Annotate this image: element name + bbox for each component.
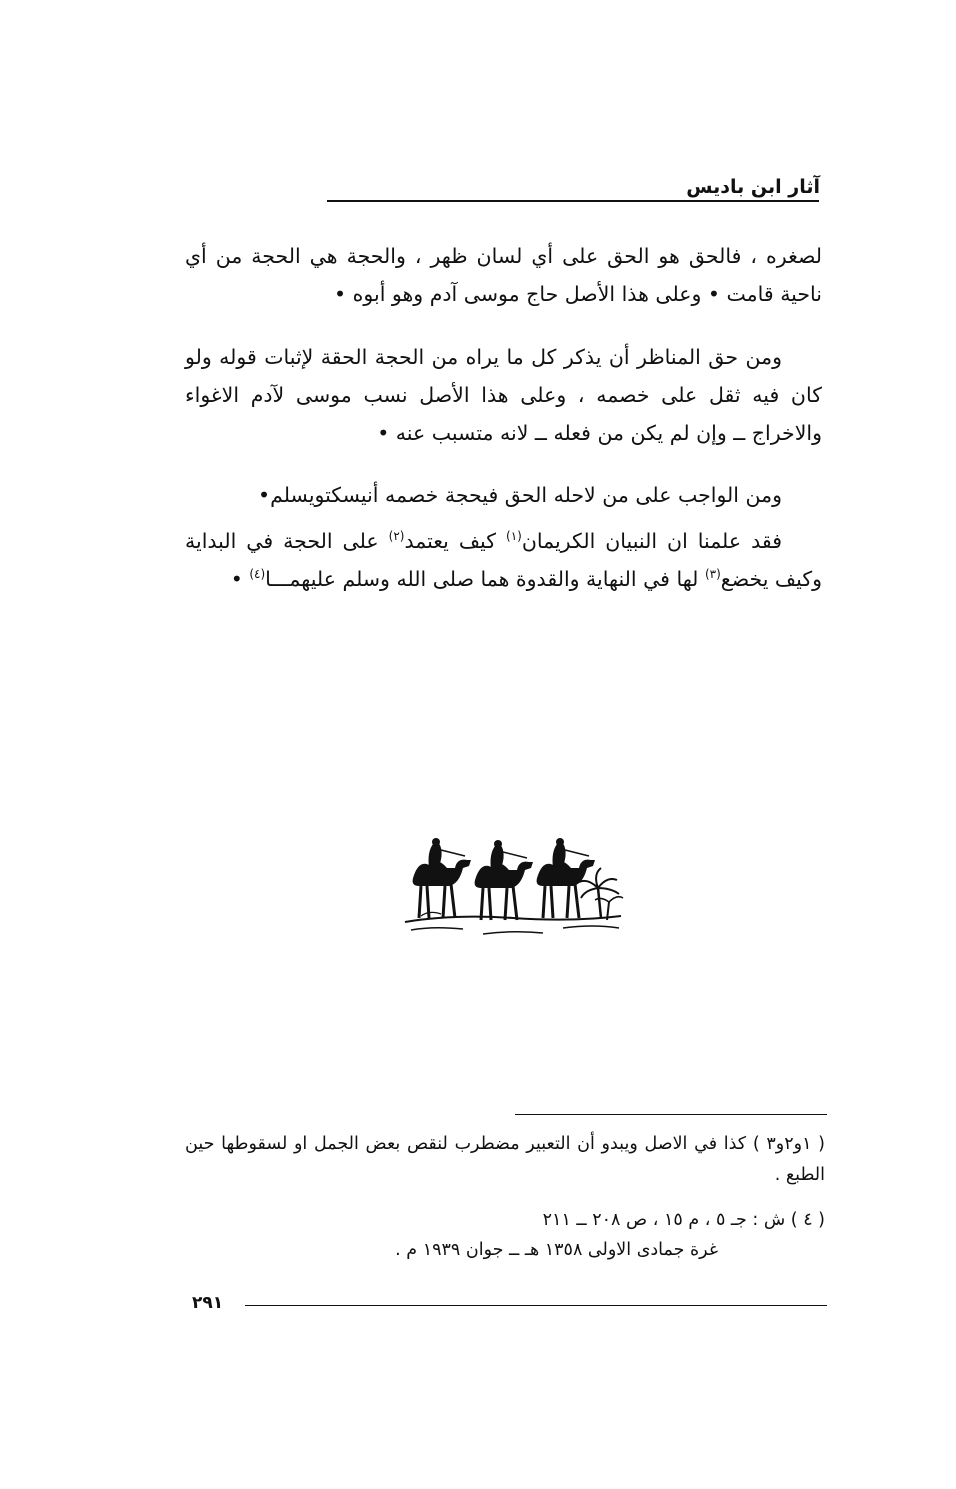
paragraph-4-text-2: كيف يعتمد xyxy=(404,529,506,553)
footnote-1: ( ١و٢و٣ ) كذا في الاصل ويبدو أن التعبير مضطرب لنقص بعض الجمل او لسقوطها حين الطبع . xyxy=(185,1134,826,1185)
footer-rule xyxy=(245,1305,827,1306)
paragraph-3: ومن الواجب على من لاحله الحق فيحجة خصمه أنيسكتويسلم• xyxy=(258,483,782,507)
footnote-ref-3: (٣) xyxy=(704,567,721,582)
footnote-ref-1: (١) xyxy=(506,529,522,544)
paragraph-4-text-5: • xyxy=(230,567,250,591)
paragraph-1: لصغره ، فالحق هو الحق على أي لسان ظهر ، والحجة هي الحجة من أي ناحية قامت • وعلى هذا الأصل حاج موسى آدم وهو أبوه • xyxy=(185,244,822,306)
paragraph-2: ومن حق المناظر أن يذكر كل ما يراه من الحجة الحقة لإثبات قوله ولو كان فيه ثقل على خصمه ، وعلى هذا الأصل نسب موسى لآدم الاغواء والاخراج ــ وإن لم يكن من فعله ــ لانه متسبب عنه • xyxy=(185,345,822,445)
page-number: ٢٩١ xyxy=(192,1293,224,1313)
running-header-title: آثار ابن باديس xyxy=(686,176,820,198)
paragraph-4-text-3: على الحجة في البداية وكيف يخضع xyxy=(185,529,822,591)
paragraph-4-text-1: فقد علمنا ان النبيان الكريمان xyxy=(521,529,782,553)
paragraph-4 xyxy=(185,522,822,598)
footnote-4-source: ( ٤ ) ش : جـ ٥ ، م ١٥ ، ص ٢٠٨ ــ ٢١١ xyxy=(542,1210,825,1230)
camel-caravan-icon xyxy=(393,838,631,944)
paragraph-4-text-4: لها في النهاية والقدوة هما صلى الله وسلم عليهمـــا xyxy=(265,567,705,591)
footnote-rule xyxy=(515,1114,827,1115)
footnote-ref-2: (٢) xyxy=(388,529,405,544)
footnote-ref-4: (٤) xyxy=(249,567,266,582)
header-rule xyxy=(327,200,819,202)
footnote-4-date: غرة جمادى الاولى ١٣٥٨ هـ ــ جوان ١٩٣٩ م . xyxy=(395,1240,718,1260)
